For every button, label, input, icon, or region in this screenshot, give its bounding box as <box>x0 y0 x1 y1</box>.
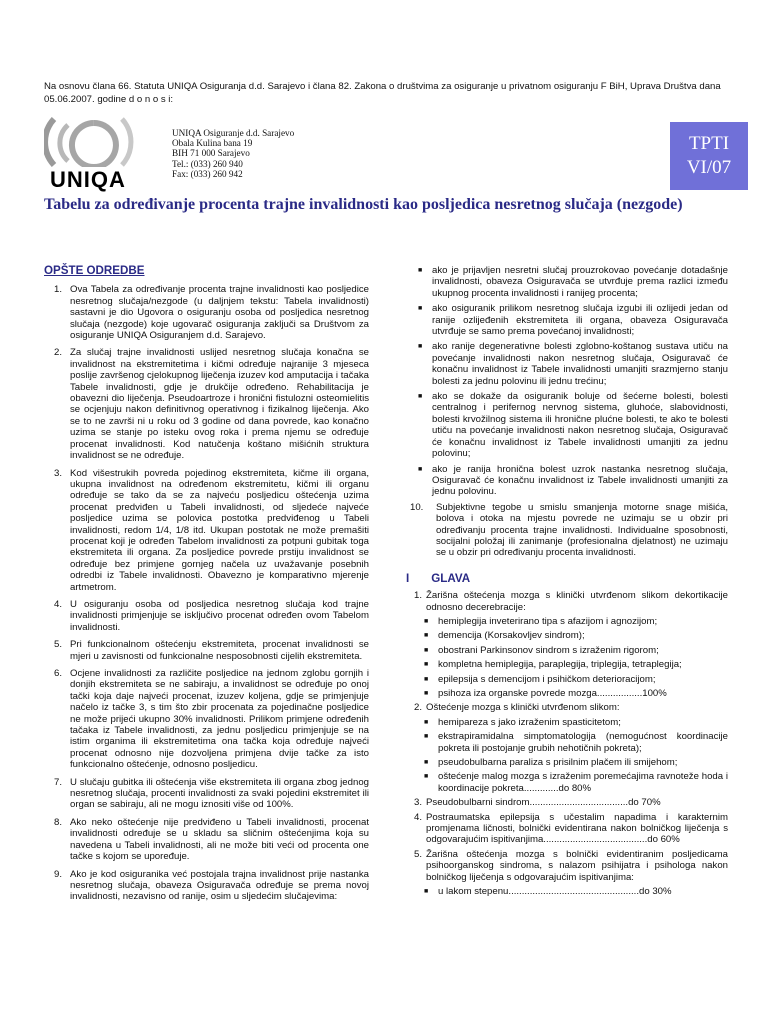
bullet-text: ako ranije degenerativne bolesti zglobno-koštanog sustava utiču na povećanje invalidnosti nakon nesretnog slučaja, Osiguravač će konačnu invalidnost iz Tabele invalidnosti umanjiti srazmjerno stanju bolesti za jednu polovinu ili jednu trećinu; <box>432 341 728 387</box>
list-item <box>44 668 369 771</box>
bullet-text: hemipareza s jako izraženim spasticitetom; <box>438 716 621 728</box>
bullet-text: oštećenje malog mozga s izraženim poremećajima ravnoteže hoda i koordinacije pokreta.............do 80% <box>438 771 728 794</box>
list-item <box>44 599 369 633</box>
intro-paragraph: Na osnovu člana 66. Statuta UNIQA Osiguranja d.d. Sarajevo i člana 82. Zakona o društvima za osiguranje u privatnom osiguranju F BiH, Uprava Društva dana 05.06.2007. godine d o n o s i: <box>44 81 721 105</box>
item-text: Ova Tabela za određivanje procenta trajne invalidnosti kao posljedice nesretnog slučaja/nezgode (u daljnjem tekstu: Tabela invalidnosti) sastavni je dio Ugovora o osiguranju osoba od posljedica nesretnog slučaja (nezgode) koje ugovarač osiguranja zaključi sa Društvom za osiguranje UNIQA Osiguranjem d.d. Sarajevo. <box>70 284 369 342</box>
list-item <box>44 817 369 863</box>
item-text: Ako neko oštećenje nije predviđeno u Tabeli invalidnosti, procenat invalidnosti određuje se u skladu sa sličnim oštećenjima koja su navedena u Tabeli invalidnosti, ali ne može biti veći od procenta one tačke s kojom se upoređuje. <box>70 816 369 863</box>
company-fax: Fax: (033) 260 942 <box>172 168 243 179</box>
doc-code-line1: TPTI <box>688 133 730 154</box>
item-number: 2. <box>54 347 63 359</box>
glava-bullet-item <box>400 674 728 685</box>
company-street: Obala Kulina bana 19 <box>172 138 253 149</box>
bullet-icon: ■ <box>424 888 429 896</box>
glava-label: GLAVA <box>431 571 471 585</box>
glava-bullet-item <box>400 717 728 728</box>
item-number: 1. <box>54 284 63 296</box>
bullet-icon: ■ <box>418 343 423 351</box>
bullet-text: demencija (Korsakovljev sindrom); <box>438 630 585 642</box>
uniqa-logo-icon <box>44 117 156 167</box>
glava-item <box>400 590 728 613</box>
bullet-icon: ■ <box>424 661 429 669</box>
document-code-box <box>670 122 748 190</box>
glava-bullet-item <box>400 757 728 768</box>
glava-bullet-item <box>400 645 728 656</box>
bullet-text: ekstrapiramidalna simptomatologija (nemogućnost koordinacije pokreta ili postojanje grubih nehotičnih pokreta); <box>438 731 728 754</box>
glava-item <box>400 702 728 713</box>
bullet-item <box>400 303 728 337</box>
list-item <box>44 639 369 662</box>
glava-list <box>400 590 728 897</box>
item-number: 4. <box>414 811 423 823</box>
bullet-text: kompletna hemiplegija, paraplegija, triplegija, tetraplegija; <box>438 659 682 671</box>
item-number: 1. <box>414 590 423 602</box>
company-address <box>172 128 294 179</box>
bullet-icon: ■ <box>418 267 423 274</box>
bullet-icon: ■ <box>418 465 423 473</box>
bullet-text: ako je prijavljen nesretni slučaj prouzrokovao povećanje dotadašnje invalidnosti, obaveza Osiguravača se utvrđuje prema razlici između ukupnog procenta invalidnosti i ranijeg procenta; <box>432 265 728 299</box>
left-column <box>44 265 369 909</box>
item-number: 5. <box>414 848 423 860</box>
glava-bullet-item <box>400 771 728 794</box>
company-city: BIH 71 000 Sarajevo <box>172 148 250 159</box>
list-item <box>44 284 369 341</box>
bullet-icon: ■ <box>424 632 429 640</box>
item-text: Subjektivne tegobe u smislu smanjenja motorne snage mišića, bolova i otoka na mjestu povrede ne uzimaju se u obzir pri određivanju procenta trajne invalidnosti. Individualne sposobnosti, socijalni položaj ili zanimanje (profesionalna djelatnost) ne uzimaju se u obzir pri određivanju procenta invalidnosti. <box>436 501 728 559</box>
exceptions-list <box>400 265 728 498</box>
bullet-text: obostrani Parkinsonov sindrom s izraženim rigorom; <box>438 644 659 656</box>
list-item <box>44 347 369 461</box>
item-number: 9. <box>54 868 63 880</box>
glava-item <box>400 797 728 808</box>
item-text: Oštećenje mozga s klinički utvrđenom slikom: <box>426 702 620 714</box>
bullet-icon: ■ <box>424 759 429 767</box>
company-tel: Tel.: (033) 260 940 <box>172 158 243 169</box>
item-number: 2. <box>414 702 423 714</box>
list-item <box>44 777 369 811</box>
company-name: UNIQA Osiguranje d.d. Sarajevo <box>172 128 295 138</box>
bullet-icon: ■ <box>424 617 429 625</box>
bullet-text: pseudobulbarna paraliza s prisilnim plačem ili smijehom; <box>438 757 678 769</box>
document-title: Tabelu za određivanje procenta trajne invalidnosti kao posljedica nesretnog slučaja (nezgode) <box>44 196 683 213</box>
item-text: U osiguranju osoba od posljedica nesretnog slučaja kod trajne invalidnosti primjenjuje se isključivo procenat određen ovom Tabelom invalidnosti. <box>70 598 369 633</box>
bullet-icon: ■ <box>424 646 429 654</box>
bullet-item <box>400 464 728 498</box>
item-text: Postraumatska epilepsija s učestalim napadima i karakternim promjenama ličnosti, bolnički evidentirana nakon bolničkog liječenja s odgovarajućim ispitivanjima.......................................do 60% <box>426 811 728 846</box>
list-item <box>44 869 369 903</box>
bullet-icon: ■ <box>418 393 423 401</box>
glava-bullet-item <box>400 731 728 754</box>
item-text: Žarišna oštećenja mozga s klinički utvrđenom slikom dekortikacije odnosno decerebracije: <box>426 590 728 613</box>
item-text: U slučaju gubitka ili oštećenja više ekstremiteta ili organa zbog jednog nesretnog slučaja, procenti invalidnosti za svaki pojedini ekstremitet ili organ se sabiraju, ali ne mogu iznositi više od 100%. <box>70 776 369 811</box>
item-text: Žarišna oštećenja mozga s bolnički evidentiranim posljedicama psihoorganskog sindroma, s nalazom psihijatra i psihologa nakon bolničkog liječenja s odgovarajućim ispitivanjima: <box>426 848 728 883</box>
bullet-text: epilepsija s demencijom i psihičkom deterioracijom; <box>438 673 656 685</box>
glava-bullet-item <box>400 886 728 897</box>
bullet-text: ako se dokaže da osiguranik boluje od šećerne bolesti, bolesti centralnog i perifernog nervnog sistema, gluhoće, slabovidnosti, bolesti krvožilnog sistema ili hronične plućne bolesti, te ako te bolesti utiču na povećanje invalidnosti nakon nesretnog slučaja, Osiguravač će konačnu invalidnost iz Tabele invalidnosti umanjiti za jednu polovinu; <box>432 391 728 460</box>
glava-bullet-item <box>400 630 728 641</box>
list-item <box>44 468 369 593</box>
bullet-text: ako osiguranik prilikom nesretnog slučaja izgubi ili ozlijedi jedan od ranije ozlijeđenih ekstremiteta ili organa, obaveza Osiguravača utvrđuje se samo prema povećanoj invalidnosti; <box>432 303 728 338</box>
general-provisions-list <box>44 284 369 902</box>
bullet-text: psihoza iza organske povrede mozga.................100% <box>438 688 667 699</box>
doc-code-line2: VI/07 <box>686 157 732 178</box>
glava-roman: I <box>406 571 410 585</box>
item-number: 3. <box>414 797 423 809</box>
bullet-icon: ■ <box>424 733 429 741</box>
bullet-icon: ■ <box>424 718 429 726</box>
bullet-item <box>400 391 728 459</box>
glava-bullet-item <box>400 659 728 670</box>
item-number: 10. <box>410 501 424 513</box>
item-number: 3. <box>54 467 63 479</box>
item-text: Za slučaj trajne invalidnosti uslijed nesretnog slučaja konačna se invalidnost na ekstremitetima i kičmi određuje najranije 3 mjeseca poslije završenog cjelokupnog liječenja izuzev kod amputacija i tačaka Tabele invalidnosti, gdje je drukčije određeno. Rehabilitacija je obavezni dio liječenja. Pseudoartroze i hronični fistulozni osteomielitis se ocjenjuju nakon definitivnog operativnog i fizikalnog liječenja. Ako se to ne završi ni u roku od 3 godine od dana povrede, kao konačno uzima se stanje po isteku ovog roka i prema njemu se određuje procenat invalidnosti. Kod natučenja koštano mišićnih struktura invalidnost se ne određuje. <box>70 347 369 462</box>
bullet-text: ako je ranija hronična bolest uzrok nastanka nesretnog slučaja, Osiguravač će konačnu invalidnost iz Tabele invalidnosti umanjiti za jednu polovinu. <box>432 463 728 498</box>
logo-wordmark: UNIQA <box>50 167 126 192</box>
item-text: Ocjene invalidnosti za različite posljedice na jednom zglobu gornjih i donjih ekstremiteta se ne sabiraju, a invalidnost se određuje po onoj tački koja daje najveći procenat, izuzev koljena, gdje se primjenjuje načelo iz tačke 3, s tim što zbir procenata za pojedinačne posljedice ne može prijeći ukupno 30% invalidnosti. Prilikom primjene određenih tačaka iz Tabele invalidnosti, za jednu posljedicu primjenjuje se na istim organima ili ekstremitetima ona tačka koja određuje najveći procenat odnosno nije dozvoljena primjena dvije tačke za isto funkcionalno oštećenje, odnosno posljedicu. <box>70 668 369 771</box>
bullet-icon: ■ <box>418 305 423 313</box>
glava-item <box>400 849 728 883</box>
section-heading-general: OPŠTE ODREDBE <box>44 264 145 277</box>
glava-item <box>400 812 728 846</box>
glava-bullet-item <box>400 616 728 627</box>
item-number: 7. <box>54 776 63 788</box>
item-text: Ako je kod osiguranika već postojala trajna invalidnost prije nastanka nesretnog slučaja, obaveza Osiguravača određuje se prema novoj invalidnosti, nezavisno od ranije, osim u sljedećim slučajevima: <box>70 868 369 903</box>
bullet-item <box>400 341 728 387</box>
bullet-text: u lakom stepenu.................................................do 30% <box>438 886 672 898</box>
item-number: 4. <box>54 598 63 610</box>
item-text: Pri funkcionalnom oštećenju ekstremiteta, procenat invalidnosti se mjeri u zavisnosti od funkcionalne nesposobnosti cijelih ekstremiteta. <box>70 639 369 662</box>
item-number: 5. <box>54 639 63 651</box>
bullet-icon: ■ <box>424 773 429 781</box>
item-text: Pseudobulbarni sindrom.....................................do 70% <box>426 797 661 809</box>
section-heading-glava <box>406 573 728 584</box>
bullet-item <box>400 265 728 299</box>
bullet-icon: ■ <box>424 675 429 683</box>
glava-bullet-item <box>400 688 728 699</box>
bullet-icon: ■ <box>424 690 429 697</box>
item-number: 8. <box>54 816 63 828</box>
item-number: 6. <box>54 668 63 679</box>
list-item-10 <box>400 502 728 559</box>
item-text: Kod višestrukih povreda pojedinog ekstremiteta, kičme ili organa, ukupna invalidnost na određenom ekstremitetu, kičmi ili organu određuje se tako da se za najveću posljedicu oštećenja uzima procenat predviđen u Tabeli invalidnosti, od sljedeće najveće posljedice uzima se polovica postotka predviđenog u Tabeli invalidnosti, redom 1/4, 1/8 itd. Ukupan postotak ne može premašiti procenat koji je određen Tabelom invalidnosti za potpuni gubitak toga ekstremiteta ili organa. Za posljedice povrede prstiju invalidnost se određuje bez primjene gornjeg načela uz uvažavanje posebnih odredbi iz Tabele invalidnosti. Obavezno je komparativno mjerenje artmetrom. <box>70 467 369 593</box>
bullet-text: hemiplegija inveterirano tipa s afazijom i agnozijom; <box>438 615 658 627</box>
right-column <box>400 265 728 901</box>
